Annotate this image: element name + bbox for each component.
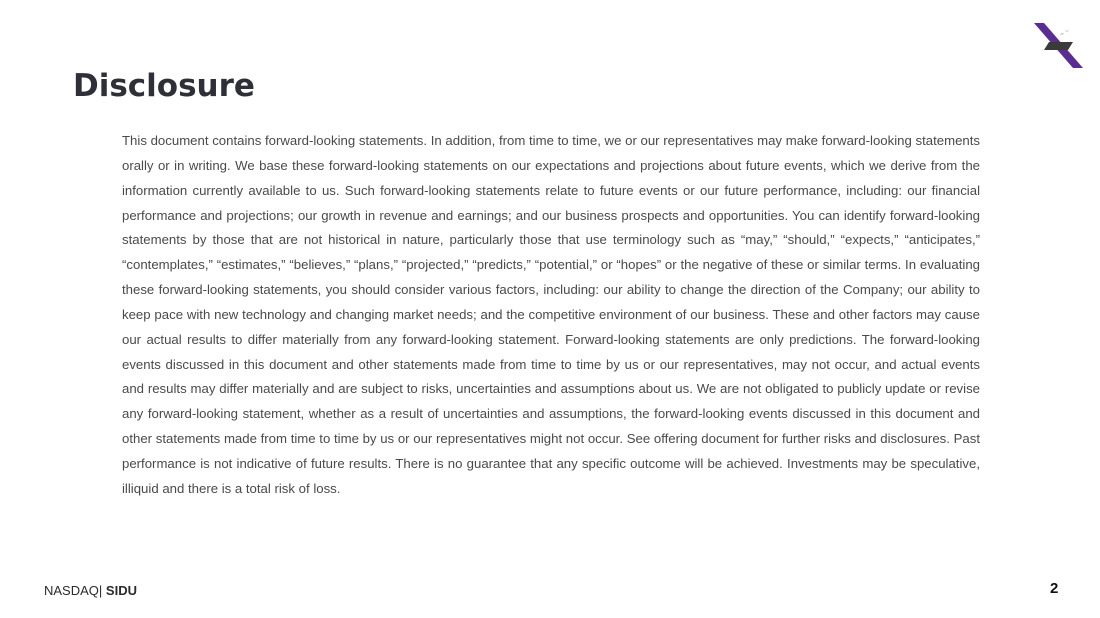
- page-title: Disclosure: [73, 68, 255, 104]
- page-number: 2: [1050, 580, 1059, 597]
- disclosure-paragraph: This document contains forward-looking statements. In addition, from time to time, we or our representatives may make forward-looking statements orally or in writing. We base these forward-looking statements on our expectations and projections about future events, which we derive from the information currently available to us. Such forward-looking statements relate to future events or our future performance, including: our financial performance and projections; our growth in revenue and earnings; and our business prospects and opportunities. You can identify forward-looking statements by those that are not historical in nature, particularly those that use terminology such as “may,” “should,” “expects,” “anticipates,” “contemplates,” “estimates,” “believes,” “plans,” “projected,” “predicts,” “potential,” or “hopes” or the negative of these or similar terms. In evaluating these forward-looking statements, you should consider various factors, including: our ability to change the direction of the Company; our ability to keep pace with new technology and changing market needs; and the competitive environment of our business. These and other factors may cause our actual results to differ materially from any forward-looking statement. Forward-looking statements are only predictions. The forward-looking events discussed in this document and other statements made from time to time by us or our representatives, may not occur, and actual events and results may differ materially and are subject to risks, uncertainties and assumptions about us. We are not obligated to publicly update or revise any forward-looking statement, whether as a result of uncertainties and assumptions, the forward-looking events discussed in this document and other statements made from time to time by us or our representatives might not occur. See offering document for further risks and disclosures. Past performance is not indicative of future results. There is no guarantee that any specific outcome will be achieved. Investments may be speculative, illiquid and there is a total risk of loss.: [122, 133, 980, 496]
- company-logo-icon: [1030, 20, 1086, 72]
- footer-ticker-label: [44, 583, 137, 598]
- ticker-symbol: SIDU: [105, 583, 137, 598]
- exchange-label: NASDAQ|: [44, 583, 103, 598]
